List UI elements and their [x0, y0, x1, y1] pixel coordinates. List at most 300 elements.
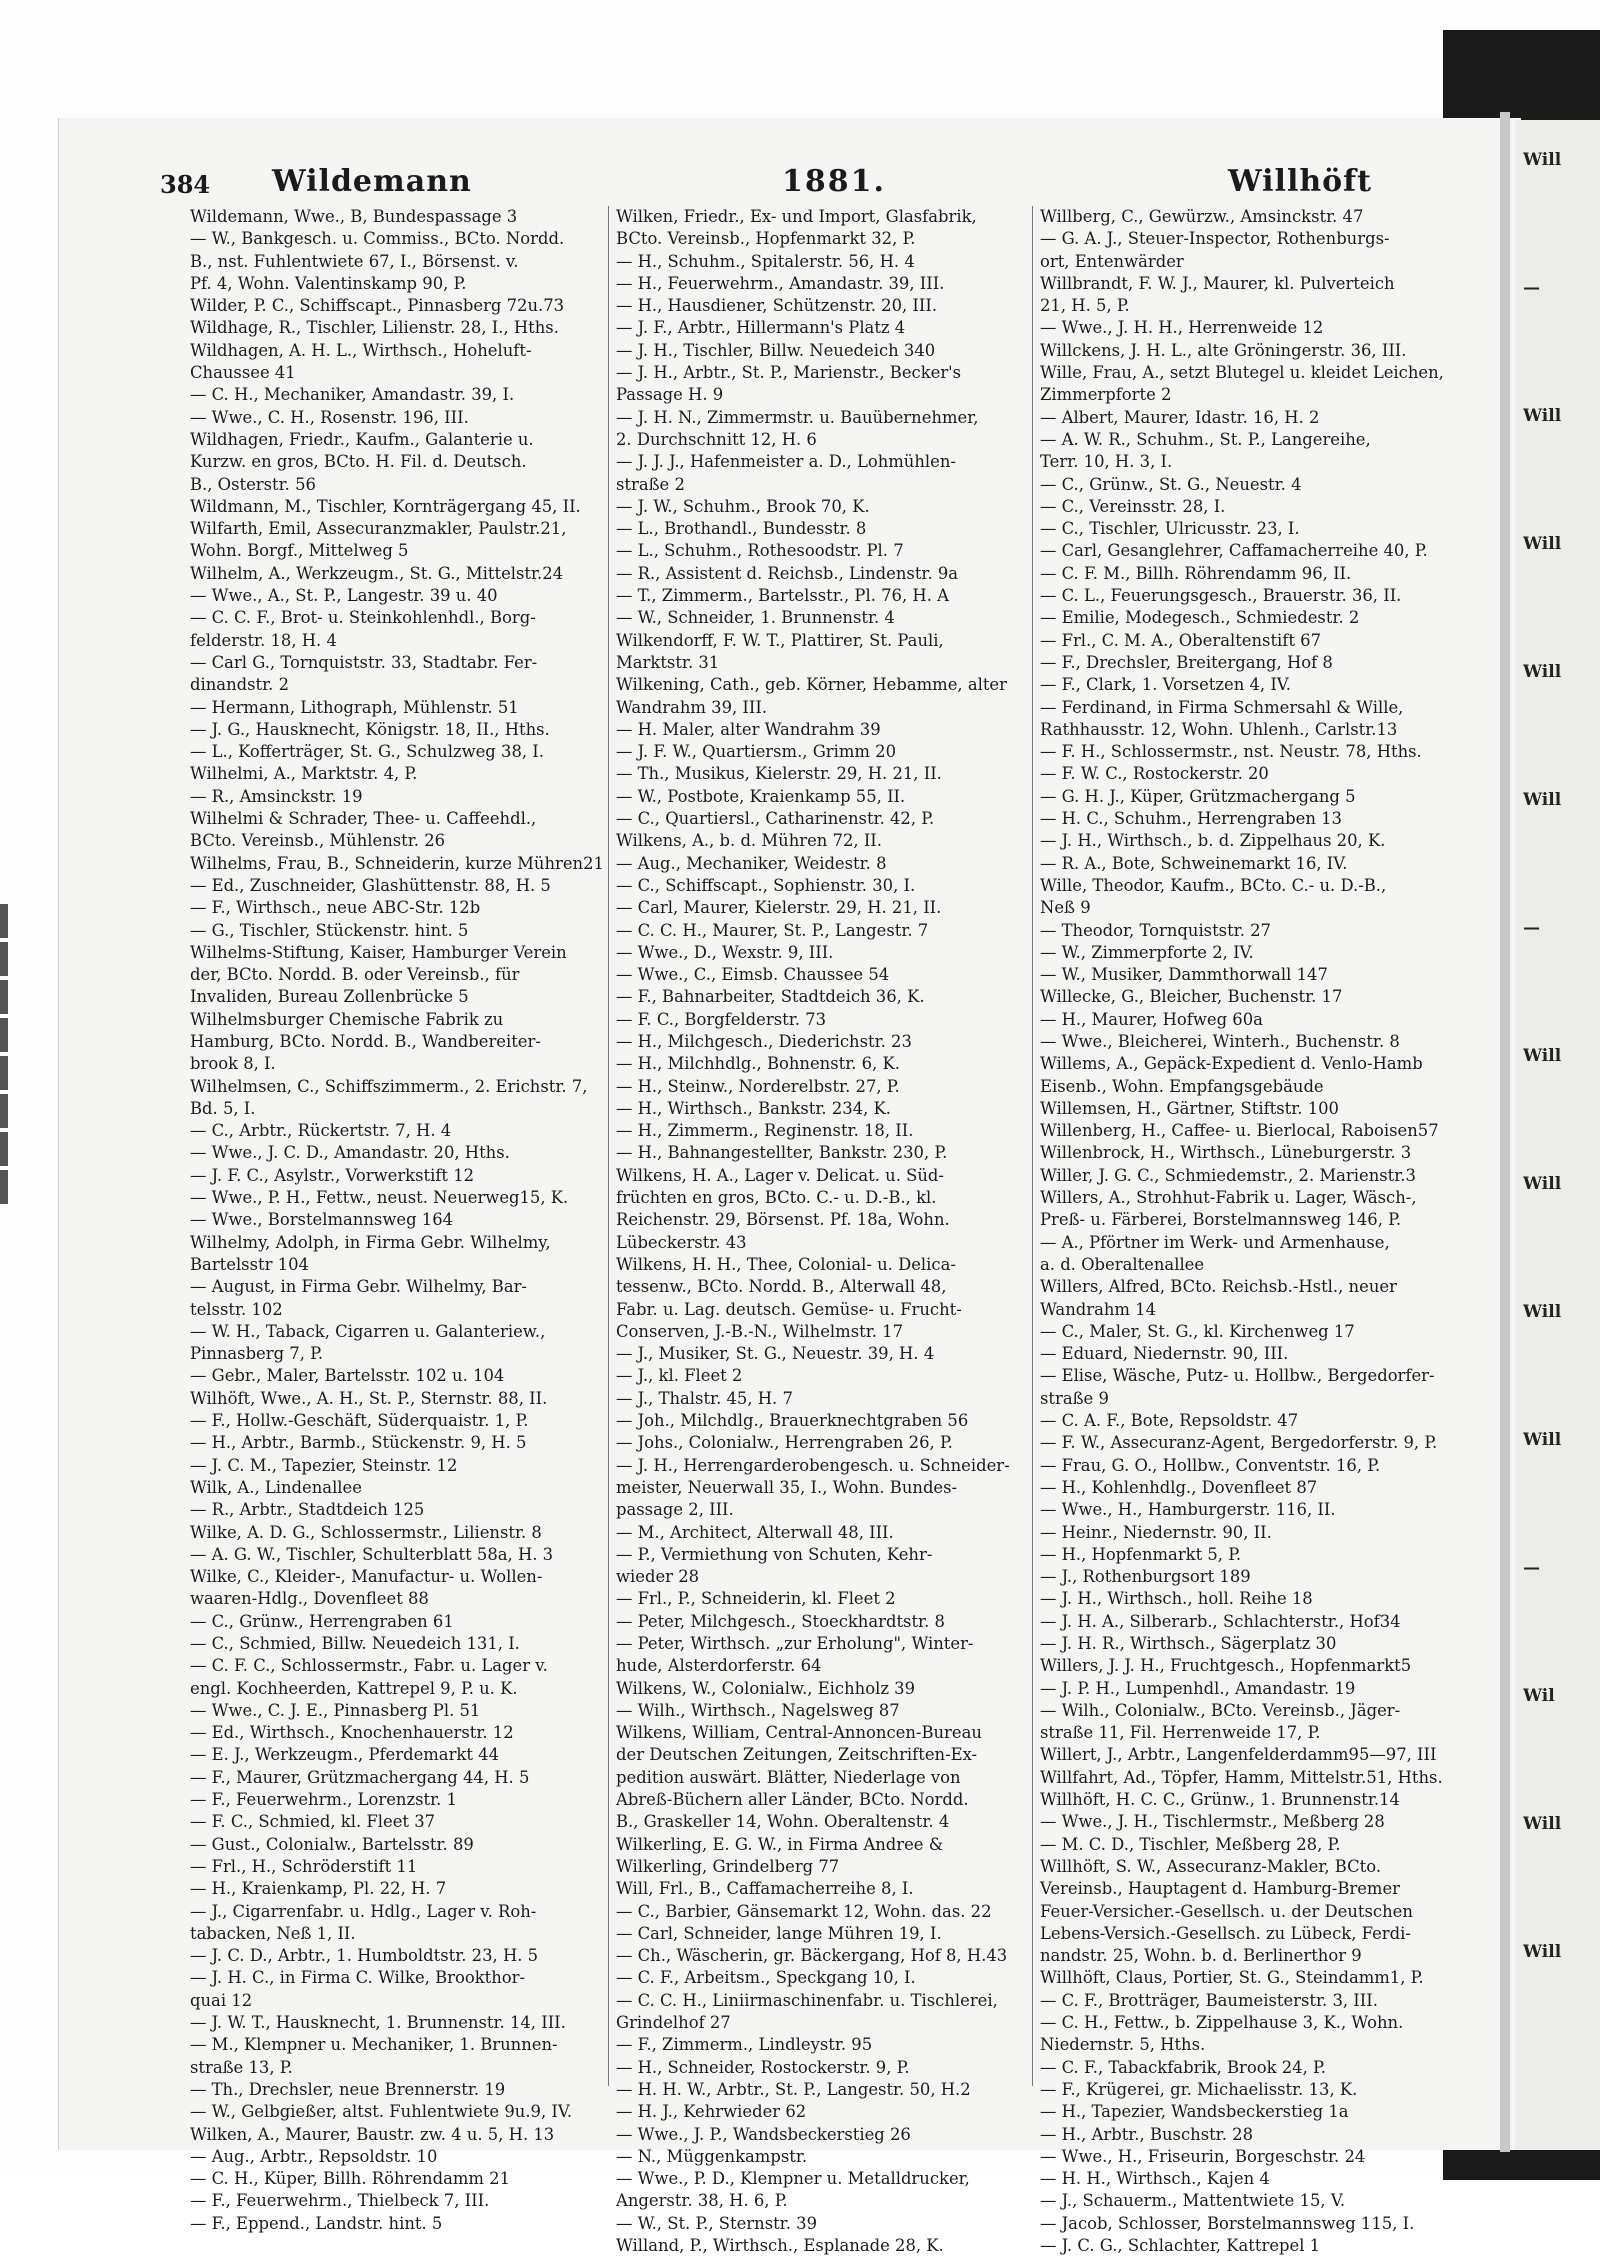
directory-entry-line: meister, Neuerwall 35, I., Wohn. Bundes-	[616, 1477, 958, 1497]
directory-entry-line: — M., Architect, Alterwall 48, III.	[616, 1522, 894, 1542]
directory-entry-line: — C. F., Tabackfabrik, Brook 24, P.	[1040, 2057, 1326, 2077]
directory-entry-line: — C. F. M., Billh. Röhrendamm 96, II.	[1040, 563, 1352, 583]
directory-entry-line: — Wwe., C. H., Rosenstr. 196, III.	[190, 407, 469, 427]
directory-entry-line: — Carl, Schneider, lange Mühren 19, I.	[616, 1923, 942, 1943]
directory-entry-line: — F., Feuerwehrm., Lorenzstr. 1	[190, 1790, 457, 1810]
directory-entry-line: Abreß-Büchern aller Länder, BCto. Nordd.	[616, 1790, 969, 1810]
directory-entry-line: Wilhelms, Frau, B., Schneiderin, kurze Mühren21	[190, 853, 604, 873]
page-number: 384	[160, 170, 211, 199]
left-gutter-marks	[0, 900, 18, 1900]
directory-entry-line: — F., Eppend., Landstr. hint. 5	[190, 2213, 443, 2233]
directory-entry-line: — C. C. F., Brot- u. Steinkohlenhdl., Borg-	[190, 608, 536, 628]
directory-entry-line: — H., Schneider, Rostockerstr. 9, P.	[616, 2057, 910, 2077]
directory-entry-line: — H., Feuerwehrm., Amandastr. 39, III.	[616, 273, 945, 293]
directory-entry-line: — Wwe., Bleicherei, Winterh., Buchenstr. 8	[1040, 1031, 1400, 1051]
directory-entry-line: — J., Thalstr. 45, H. 7	[616, 1388, 793, 1408]
directory-entry-line: Wilkens, William, Central-Annoncen-Bureau	[616, 1723, 982, 1743]
directory-column-2	[616, 206, 1021, 2256]
directory-entry-line: — Wwe., D., Wexstr. 9, III.	[616, 942, 834, 962]
directory-entry-line: — H. H. W., Arbtr., St. P., Langestr. 50, H.2	[616, 2079, 971, 2099]
directory-entry-line: — Johs., Colonialw., Herrengraben 26, P.	[616, 1433, 953, 1453]
adjacent-page-edge	[1515, 120, 1600, 2150]
directory-entry-line: Wildhagen, Friedr., Kaufm., Galanterie u.	[190, 429, 534, 449]
directory-entry-line: telsstr. 102	[190, 1299, 283, 1319]
directory-entry-line: — J. H. A., Silberarb., Schlachterstr., Hof34	[1040, 1611, 1401, 1631]
directory-entry-line: — J. J. J., Hafenmeister a. D., Lohmühlen-	[616, 452, 956, 472]
directory-entry-line: Wilken, Friedr., Ex- und Import, Glasfabrik,	[616, 207, 977, 226]
directory-entry-line: Willers, J. J. H., Fruchtgesch., Hopfenmarkt5	[1040, 1656, 1412, 1676]
directory-entry-line: Rathhausstr. 12, Wohn. Uhlenh., Carlstr.13	[1040, 719, 1398, 739]
directory-entry-line: Lübeckerstr. 43	[616, 1232, 747, 1252]
directory-entry-line: — Frl., H., Schröderstift 11	[190, 1856, 418, 1876]
directory-column-3	[1040, 206, 1445, 2256]
directory-entry-line: Marktstr. 31	[616, 652, 720, 672]
directory-entry-line: waaren-Hdlg., Dovenfleet 88	[190, 1589, 429, 1609]
directory-entry-line: — Th., Musikus, Kielerstr. 29, H. 21, II.	[616, 764, 942, 784]
directory-entry-line: Eisenb., Wohn. Empfangsgebäude	[1040, 1076, 1324, 1096]
directory-entry-line: — W. H., Taback, Cigarren u. Galanteriew.,	[190, 1321, 546, 1341]
directory-entry-line: — J., Cigarrenfabr. u. Hdlg., Lager v. Roh-	[190, 1901, 537, 1921]
directory-entry-line: — J. H. R., Wirthsch., Sägerplatz 30	[1040, 1634, 1337, 1653]
adjacent-page-fragment: Will	[1523, 1174, 1562, 1194]
directory-entry-line: felderstr. 18, H. 4	[190, 630, 337, 650]
directory-entry-line: Feuer-Versicher.-Gesellsch. u. der Deutschen	[1040, 1901, 1413, 1921]
directory-entry-line: — Wilh., Wirthsch., Nagelsweg 87	[616, 1700, 900, 1720]
directory-entry-line: — August, in Firma Gebr. Wilhelmy, Bar-	[190, 1277, 527, 1297]
directory-entry-line: — W., Musiker, Dammthorwall 147	[1040, 965, 1328, 985]
directory-entry-line: — Carl G., Tornquiststr. 33, Stadtabr. Fer-	[190, 652, 538, 672]
directory-entry-line: Chaussee 41	[190, 363, 296, 383]
directory-entry-line: — P., Vermiethung von Schuten, Kehr-	[616, 1544, 933, 1564]
directory-column-1	[190, 206, 604, 2233]
directory-entry-line: dinandstr. 2	[190, 675, 289, 695]
directory-entry-line: — R., Amsinckstr. 19	[190, 786, 363, 806]
directory-entry-line: Wilhelm, A., Werkzeugm., St. G., Mittelstr.24	[190, 563, 564, 583]
directory-entry-line: engl. Kochheerden, Kattrepel 9, P. u. K.	[190, 1678, 518, 1698]
adjacent-page-fragment: Will	[1523, 150, 1562, 170]
directory-entry-line: — H., Arbtr., Barmb., Stückenstr. 9, H. 5	[190, 1433, 527, 1453]
directory-entry-line: — J. H., Wirthsch., b. d. Zippelhaus 20, K.	[1040, 831, 1386, 851]
adjacent-page-fragment: Will	[1523, 406, 1562, 426]
directory-entry-line: tabacken, Neß 1, II.	[190, 1923, 356, 1943]
directory-entry-line: — Ferdinand, in Firma Schmersahl & Wille,	[1040, 697, 1404, 717]
directory-entry-line: Fabr. u. Lag. deutsch. Gemüse- u. Frucht-	[616, 1299, 962, 1319]
directory-entry-line: — C. F. C., Schlossermstr., Fabr. u. Lager v.	[190, 1656, 548, 1676]
directory-entry-line: Willers, A., Strohhut-Fabrik u. Lager, Wäsch-,	[1040, 1188, 1417, 1208]
directory-entry-line: — H., Tapezier, Wandsbeckerstieg 1a	[1040, 2102, 1349, 2122]
directory-entry-line: — F. C., Schmied, kl. Fleet 37	[190, 1812, 436, 1832]
directory-entry-line: — C. C. H., Maurer, St. P., Langestr. 7	[616, 920, 929, 940]
directory-entry-line: Wilke, A. D. G., Schlossermstr., Lilienstr. 8	[190, 1522, 542, 1542]
directory-entry-line: Wilhelmy, Adolph, in Firma Gebr. Wilhelmy,	[190, 1232, 551, 1252]
directory-entry-line: — F., Feuerwehrm., Thielbeck 7, III.	[190, 2191, 490, 2211]
directory-entry-line: — H., Milchhdlg., Bohnenstr. 6, K.	[616, 1054, 900, 1074]
directory-entry-line: — Gust., Colonialw., Bartelsstr. 89	[190, 1834, 474, 1854]
directory-entry-line: — H., Maurer, Hofweg 60a	[1040, 1009, 1263, 1029]
directory-entry-line: — L., Schuhm., Rothesoodstr. Pl. 7	[616, 541, 904, 561]
directory-entry-line: — Jacob, Schlosser, Borstelmannsweg 115, I.	[1040, 2213, 1415, 2233]
directory-entry-line: — Wwe., J. P., Wandsbeckerstieg 26	[616, 2124, 911, 2144]
directory-entry-line: Willfahrt, Ad., Töpfer, Hamm, Mittelstr.51, Hths.	[1040, 1767, 1443, 1787]
directory-entry-line: Willhöft, Claus, Portier, St. G., Steindamm1, P.	[1040, 1968, 1424, 1988]
directory-entry-line: — J. H., Herrengarderobengesch. u. Schneider-	[616, 1455, 1010, 1475]
right-catchword: Willhöft	[1228, 164, 1372, 199]
directory-entry-line: Wilkens, A., b. d. Mühren 72, II.	[616, 831, 882, 851]
directory-entry-line: — J. H. C., in Firma C. Wilke, Brookthor-	[190, 1968, 526, 1988]
directory-entry-line: Wilkens, H. A., Lager v. Delicat. u. Süd-	[616, 1165, 944, 1185]
directory-entry-line: der Deutschen Zeitungen, Zeitschriften-Ex-	[616, 1745, 978, 1765]
directory-entry-line: — Wilh., Colonialw., BCto. Vereinsb., Jäger-	[1040, 1700, 1401, 1720]
directory-entry-line: — G. H. J., Küper, Grützmachergang 5	[1040, 786, 1356, 806]
directory-entry-line: Willer, J. G. C., Schmiedemstr., 2. Marienstr.3	[1040, 1165, 1416, 1185]
directory-entry-line: Wilhöft, Wwe., A. H., St. P., Sternstr. 88, II.	[190, 1388, 548, 1408]
directory-entry-line: — C., Quartiersl., Catharinenstr. 42, P.	[616, 809, 935, 829]
directory-entry-line: — F., Maurer, Grützmachergang 44, H. 5	[190, 1767, 530, 1787]
directory-entry-line: straße 9	[1040, 1388, 1109, 1408]
directory-entry-line: — J. G., Hausknecht, Königstr. 18, II., Hths.	[190, 719, 550, 739]
directory-entry-line: — C., Grünw., Herrengraben 61	[190, 1611, 454, 1631]
directory-entry-line: Conserven, J.-B.-N., Wilhelmstr. 17	[616, 1321, 904, 1341]
directory-entry-line: — T., Zimmerm., Bartelsstr., Pl. 76, H. A	[616, 586, 949, 606]
directory-entry-line: — Emilie, Modegesch., Schmiedestr. 2	[1040, 608, 1360, 628]
directory-entry-line: — Elise, Wäsche, Putz- u. Hollbw., Bergedorfer-	[1040, 1366, 1435, 1386]
directory-entry-line: — F., Hollw.-Geschäft, Süderquaistr. 1, P.	[190, 1411, 529, 1431]
directory-entry-line: Terr. 10, H. 3, I.	[1040, 452, 1173, 472]
adjacent-page-fragment: —	[1523, 1558, 1540, 1578]
directory-entry-line: — Peter, Milchgesch., Stoeckhardtstr. 8	[616, 1611, 945, 1631]
directory-entry-line: — Carl, Gesanglehrer, Caffamacherreihe 40, P.	[1040, 541, 1428, 561]
directory-entry-line: Willhöft, S. W., Assecuranz-Makler, BCto.	[1040, 1856, 1382, 1876]
directory-entry-line: Willenbrock, H., Wirthsch., Lüneburgerstr. 3	[1040, 1143, 1412, 1163]
directory-entry-line: Wandrahm 39, III.	[616, 697, 768, 717]
directory-entry-line: — H. Maler, alter Wandrahm 39	[616, 719, 881, 739]
directory-entry-line: — C., Grünw., St. G., Neuestr. 4	[1040, 474, 1302, 494]
directory-entry-line: — Wwe., J. H., Tischlermstr., Meßberg 28	[1040, 1812, 1385, 1832]
directory-entry-line: — H., Kraienkamp, Pl. 22, H. 7	[190, 1879, 447, 1899]
directory-entry-line: — C. H., Mechaniker, Amandastr. 39, I.	[190, 385, 515, 405]
directory-entry-line: hude, Alsterdorferstr. 64	[616, 1656, 822, 1676]
directory-entry-line: — J. P. H., Lumpenhdl., Amandastr. 19	[1040, 1678, 1356, 1698]
directory-entry-line: Willemsen, H., Gärtner, Stiftstr. 100	[1040, 1098, 1339, 1118]
directory-entry-line: Grindelhof 27	[616, 2013, 731, 2033]
directory-entry-line: Willhöft, H. C. C., Grünw., 1. Brunnenstr.14	[1040, 1790, 1400, 1810]
directory-entry-line: — C., Tischler, Ulricusstr. 23, I.	[1040, 519, 1300, 539]
directory-entry-line: straße 2	[616, 474, 685, 494]
directory-entry-line: Willand, P., Wirthsch., Esplanade 28, K.	[616, 2236, 944, 2256]
directory-entry-line: — J., Musiker, St. G., Neuestr. 39, H. 4	[616, 1344, 935, 1364]
directory-entry-line: Wildemann, Wwe., B, Bundespassage 3	[190, 207, 518, 226]
column-divider	[608, 206, 609, 2086]
directory-entry-line: Invaliden, Bureau Zollenbrücke 5	[190, 987, 469, 1007]
directory-entry-line: — F., Zimmerm., Lindleystr. 95	[616, 2035, 873, 2055]
directory-entry-line: Vereinsb., Hauptagent d. Hamburg-Bremer	[1040, 1879, 1401, 1899]
directory-entry-line: — J. H., Arbtr., St. P., Marienstr., Becker's	[616, 363, 962, 383]
directory-entry-line: Bartelsstr 104	[190, 1254, 309, 1274]
directory-entry-line: B., Graskeller 14, Wohn. Oberaltenstr. 4	[616, 1812, 950, 1832]
directory-entry-line: BCto. Vereinsb., Mühlenstr. 26	[190, 831, 446, 851]
directory-entry-line: — H., Kohlenhdlg., Dovenfleet 87	[1040, 1477, 1318, 1497]
directory-entry-line: Will, Frl., B., Caffamacherreihe 8, I.	[616, 1879, 914, 1899]
directory-entry-line: — F. W., Assecuranz-Agent, Bergedorferstr. 9, P.	[1040, 1433, 1438, 1453]
directory-entry-line: Niedernstr. 5, Hths.	[1040, 2035, 1206, 2055]
directory-entry-line: Wilken, A., Maurer, Baustr. zw. 4 u. 5, H. 13	[190, 2124, 555, 2144]
directory-entry-line: — Aug., Mechaniker, Weidestr. 8	[616, 853, 887, 873]
directory-entry-line: der, BCto. Nordd. B. oder Vereinsb., für	[190, 965, 520, 985]
directory-entry-line: 21, H. 5, P.	[1040, 296, 1130, 316]
directory-entry-line: — C. A. F., Bote, Repsoldstr. 47	[1040, 1411, 1299, 1431]
directory-entry-line: Wohn. Borgf., Mittelweg 5	[190, 541, 409, 561]
directory-entry-line: — C. L., Feuerungsgesch., Brauerstr. 36, II.	[1040, 586, 1402, 606]
directory-entry-line: — Ed., Wirthsch., Knochenhauerstr. 12	[190, 1723, 514, 1743]
directory-entry-line: — C., Maler, St. G., kl. Kirchenweg 17	[1040, 1321, 1355, 1341]
page-header	[160, 164, 1372, 204]
directory-entry-line: Hamburg, BCto. Nordd. B., Wandbereiter-	[190, 1031, 541, 1051]
directory-entry-line: — Frl., C. M. A., Oberaltenstift 67	[1040, 630, 1322, 650]
directory-entry-line: Wilhelmi, A., Marktstr. 4, P.	[190, 764, 418, 784]
directory-entry-line: Wilkerling, E. G. W., in Firma Andree &	[616, 1834, 944, 1854]
directory-entry-line: — A. W. R., Schuhm., St. P., Langereihe,	[1040, 429, 1371, 449]
directory-entry-line: Wildhagen, A. H. L., Wirthsch., Hoheluft-	[190, 340, 532, 360]
directory-entry-line: — F. C., Borgfelderstr. 73	[616, 1009, 827, 1029]
directory-entry-line: Neß 9	[1040, 898, 1091, 918]
left-catchword: Wildemann	[272, 164, 472, 199]
directory-entry-line: Wilkens, W., Colonialw., Eichholz 39	[616, 1678, 916, 1698]
directory-entry-line: ort, Entenwärder	[1040, 251, 1184, 271]
directory-entry-line: Willberg, C., Gewürzw., Amsinckstr. 47	[1040, 207, 1364, 226]
directory-entry-line: — J. W. T., Hausknecht, 1. Brunnenstr. 14, III.	[190, 2013, 566, 2033]
directory-entry-line: Wilfarth, Emil, Assecuranzmakler, Paulstr.21,	[190, 519, 567, 539]
directory-entry-line: Kurzw. en gros, BCto. H. Fil. d. Deutsch.	[190, 452, 527, 472]
directory-entry-line: — C., Arbtr., Rückertstr. 7, H. 4	[190, 1121, 452, 1141]
directory-entry-line: — H., Arbtr., Buschstr. 28	[1040, 2124, 1253, 2144]
directory-entry-line: — J. C. D., Arbtr., 1. Humboldtstr. 23, H. 5	[190, 1946, 539, 1966]
directory-entry-line: Wilder, P. C., Schiffscapt., Pinnasberg 72u.73	[190, 296, 565, 316]
directory-entry-line: — J. W., Schuhm., Brook 70, K.	[616, 496, 870, 516]
directory-entry-line: Pinnasberg 7, P.	[190, 1344, 324, 1364]
directory-entry-line: — G. A. J., Steuer-Inspector, Rothenburgs-	[1040, 229, 1390, 249]
directory-entry-line: — C., Schmied, Billw. Neuedeich 131, I.	[190, 1634, 520, 1653]
directory-entry-line: — A. G. W., Tischler, Schulterblatt 58a, H. 3	[190, 1544, 554, 1564]
directory-entry-line: — F., Bahnarbeiter, Stadtdeich 36, K.	[616, 987, 925, 1007]
directory-entry-line: — Wwe., C. J. E., Pinnasberg Pl. 51	[190, 1700, 481, 1720]
directory-entry-line: — H., Hopfenmarkt 5, P.	[1040, 1544, 1242, 1564]
directory-entry-line: — Carl, Maurer, Kielerstr. 29, H. 21, II.	[616, 898, 942, 918]
directory-entry-line: Lebens-Versich.-Gesellsch. zu Lübeck, Ferdi-	[1040, 1923, 1411, 1943]
directory-entry-line: — H., Milchgesch., Diederichstr. 23	[616, 1031, 912, 1051]
adjacent-page-fragment: Will	[1523, 1942, 1562, 1962]
directory-entry-line: a. d. Oberaltenallee	[1040, 1254, 1205, 1274]
directory-entry-line: — C. F., Brotträger, Baumeisterstr. 3, III.	[1040, 1990, 1378, 2010]
directory-entry-line: Willers, Alfred, BCto. Reichsb.-Hstl., neuer	[1040, 1277, 1397, 1297]
directory-entry-line: — R. A., Bote, Schweinemarkt 16, IV.	[1040, 853, 1348, 873]
directory-entry-line: — Wwe., P. H., Fettw., neust. Neuerweg15, K.	[190, 1188, 569, 1208]
directory-entry-line: — H., Hausdiener, Schützenstr. 20, III.	[616, 296, 938, 316]
directory-entry-line: — J. C. M., Tapezier, Steinstr. 12	[190, 1455, 458, 1475]
directory-entry-line: Zimmerpforte 2	[1040, 385, 1172, 405]
directory-entry-line: — Wwe., P. D., Klempner u. Metalldrucker,	[616, 2169, 970, 2189]
directory-entry-line: — Wwe., H., Hamburgerstr. 116, II.	[1040, 1500, 1336, 1520]
directory-entry-line: Wilkens, H. H., Thee, Colonial- u. Delica-	[616, 1254, 956, 1274]
directory-entry-line: — M. C. D., Tischler, Meßberg 28, P.	[1040, 1834, 1341, 1854]
directory-entry-line: — C. H., Küper, Billh. Röhrendamm 21	[190, 2169, 511, 2189]
directory-entry-line: — J., Schauerm., Mattentwiete 15, V.	[1040, 2191, 1346, 2211]
directory-entry-line: Wildhage, R., Tischler, Lilienstr. 28, I., Hths.	[190, 318, 559, 338]
directory-entry-line: — F., Krügerei, gr. Michaelisstr. 13, K.	[1040, 2079, 1358, 2099]
directory-entry-line: passage 2, III.	[616, 1500, 734, 1520]
directory-entry-line: Wildmann, M., Tischler, Kornträgergang 45, II.	[190, 496, 581, 516]
directory-entry-line: Angerstr. 38, H. 6, P.	[616, 2191, 788, 2211]
directory-entry-line: — Aug., Arbtr., Repsoldstr. 10	[190, 2146, 438, 2166]
directory-entry-line: — H., Schuhm., Spitalerstr. 56, H. 4	[616, 251, 915, 271]
directory-entry-line: B., Osterstr. 56	[190, 474, 316, 494]
directory-entry-line: — Wwe., C., Eimsb. Chaussee 54	[616, 965, 890, 985]
directory-entry-line: Wille, Frau, A., setzt Blutegel u. kleidet Leichen,	[1040, 363, 1444, 383]
directory-entry-line: Willckens, J. H. L., alte Gröningerstr. 36, III.	[1040, 340, 1407, 360]
directory-entry-line: — M., Klempner u. Mechaniker, 1. Brunnen-	[190, 2035, 558, 2055]
directory-entry-line: — H., Bahnangestellter, Bankstr. 230, P.	[616, 1143, 948, 1163]
directory-entry-line: — L., Brothandl., Bundesstr. 8	[616, 519, 867, 539]
directory-entry-line: tessenw., BCto. Nordd. B., Alterwall 48,	[616, 1277, 947, 1297]
directory-entry-line: — F. H., Schlossermstr., nst. Neustr. 78, Hths.	[1040, 742, 1422, 762]
directory-entry-line: — A., Pförtner im Werk- und Armenhause,	[1040, 1232, 1390, 1252]
directory-entry-line: — H., Zimmerm., Reginenstr. 18, II.	[616, 1121, 914, 1141]
directory-entry-line: — H., Steinw., Norderelbstr. 27, P.	[616, 1076, 900, 1096]
directory-entry-line: — R., Assistent d. Reichsb., Lindenstr. 9a	[616, 563, 959, 583]
directory-entry-line: — Peter, Wirthsch. „zur Erholung", Winter-	[616, 1634, 974, 1653]
directory-entry-line: — W., Postbote, Kraienkamp 55, II.	[616, 786, 906, 806]
directory-entry-line: — C., Schiffscapt., Sophienstr. 30, I.	[616, 875, 916, 895]
directory-entry-line: — Wwe., Borstelmannsweg 164	[190, 1210, 454, 1230]
adjacent-page-fragment: Will	[1523, 790, 1562, 810]
directory-entry-line: — C. C. H., Liniirmaschinenfabr. u. Tischlerei,	[616, 1990, 998, 2010]
directory-entry-line: — F., Clark, 1. Vorsetzen 4, IV.	[1040, 675, 1291, 695]
directory-entry-line: — J. F. W., Quartiersm., Grimm 20	[616, 742, 897, 762]
directory-entry-line: Wilkendorff, F. W. T., Plattirer, St. Pauli,	[616, 630, 944, 650]
directory-entry-line: — J. H. N., Zimmermstr. u. Bauübernehmer,	[616, 407, 979, 427]
directory-entry-line: Willbrandt, F. W. J., Maurer, kl. Pulverteich	[1040, 273, 1395, 293]
directory-entry-line: — C. F., Arbeitsm., Speckgang 10, I.	[616, 1968, 916, 1988]
directory-entry-line: — Albert, Maurer, Idastr. 16, H. 2	[1040, 407, 1320, 427]
directory-entry-line: — Hermann, Lithograph, Mühlenstr. 51	[190, 697, 519, 717]
directory-entry-line: pedition auswärt. Blätter, Niederlage von	[616, 1767, 961, 1787]
directory-entry-line: Wille, Theodor, Kaufm., BCto. C.- u. D.-B.,	[1040, 875, 1387, 895]
directory-entry-line: — N., Müggenkampstr.	[616, 2146, 808, 2166]
adjacent-page-fragment: —	[1523, 278, 1540, 298]
directory-entry-line: straße 13, P.	[190, 2057, 293, 2077]
directory-entry-line: — H. H., Wirthsch., Kajen 4	[1040, 2169, 1270, 2189]
directory-entry-line: — R., Arbtr., Stadtdeich 125	[190, 1500, 425, 1520]
adjacent-page-fragment: Wil	[1523, 1686, 1555, 1706]
page-edge	[1500, 112, 1510, 2152]
directory-entry-line: Bd. 5, I.	[190, 1098, 256, 1118]
directory-entry-line: — J. F., Arbtr., Hillermann's Platz 4	[616, 318, 906, 338]
directory-entry-line: BCto. Vereinsb., Hopfenmarkt 32, P.	[616, 229, 916, 249]
directory-entry-line: — Gebr., Maler, Bartelsstr. 102 u. 104	[190, 1366, 505, 1386]
adjacent-page-fragment: Will	[1523, 662, 1562, 682]
directory-entry-line: — F. W. C., Rostockerstr. 20	[1040, 764, 1269, 784]
directory-entry-line: straße 11, Fil. Herrenweide 17, P.	[1040, 1723, 1321, 1743]
directory-entry-line: — F., Wirthsch., neue ABC-Str. 12b	[190, 898, 481, 918]
directory-entry-line: — Frau, G. O., Hollbw., Conventstr. 16, P.	[1040, 1455, 1381, 1475]
adjacent-page-fragment: Will	[1523, 1430, 1562, 1450]
directory-entry-line: — Ch., Wäscherin, gr. Bäckergang, Hof 8, H.43	[616, 1946, 1008, 1966]
directory-entry-line: Willecke, G., Bleicher, Buchenstr. 17	[1040, 987, 1343, 1007]
directory-entry-line: — Ed., Zuschneider, Glashüttenstr. 88, H. 5	[190, 875, 551, 895]
directory-entry-line: — H., Wirthsch., Bankstr. 234, K.	[616, 1098, 891, 1118]
directory-entry-line: — W., Zimmerpforte 2, IV.	[1040, 942, 1254, 962]
directory-entry-line: 2. Durchschnitt 12, H. 6	[616, 429, 817, 449]
directory-entry-line: — Wwe., A., St. P., Langestr. 39 u. 40	[190, 586, 498, 606]
directory-entry-line: — W., Schneider, 1. Brunnenstr. 4	[616, 608, 895, 628]
directory-entry-line: B., nst. Fuhlentwiete 67, I., Börsenst. v.	[190, 251, 519, 271]
directory-entry-line: — C., Barbier, Gänsemarkt 12, Wohn. das. 22	[616, 1901, 992, 1921]
adjacent-page-fragment: Will	[1523, 1046, 1562, 1066]
directory-entry-line: Wilhelmi & Schrader, Thee- u. Caffeehdl.,	[190, 809, 537, 829]
directory-entry-line: Pf. 4, Wohn. Valentinskamp 90, P.	[190, 273, 467, 293]
column-divider	[1032, 206, 1033, 2086]
directory-entry-line: — Th., Drechsler, neue Brennerstr. 19	[190, 2079, 506, 2099]
header-year: 1881.	[782, 164, 886, 199]
directory-entry-line: — Joh., Milchdlg., Brauerknechtgraben 56	[616, 1411, 969, 1431]
directory-entry-line: nandstr. 25, Wohn. b. d. Berlinerthor 9	[1040, 1946, 1362, 1966]
directory-entry-line: — Frl., P., Schneiderin, kl. Fleet 2	[616, 1589, 896, 1609]
directory-entry-line: — G., Tischler, Stückenstr. hint. 5	[190, 920, 469, 940]
directory-entry-line: — W., Bankgesch. u. Commiss., BCto. Nordd.	[190, 229, 565, 249]
directory-entry-line: Willems, A., Gepäck-Expedient d. Venlo-Hamb	[1040, 1054, 1423, 1074]
directory-entry-line: — C., Vereinsstr. 28, I.	[1040, 496, 1226, 516]
directory-entry-line: — Wwe., J. C. D., Amandastr. 20, Hths.	[190, 1143, 510, 1163]
directory-entry-line: — J., kl. Fleet 2	[616, 1366, 743, 1386]
directory-entry-line: — F., Drechsler, Breitergang, Hof 8	[1040, 652, 1333, 672]
directory-entry-line: wieder 28	[616, 1567, 700, 1587]
directory-entry-line: — W., Gelbgießer, altst. Fuhlentwiete 9u.9, IV.	[190, 2102, 573, 2122]
directory-entry-line: quai 12	[190, 1990, 253, 2010]
directory-entry-line: — J. H., Tischler, Billw. Neuedeich 340	[616, 340, 936, 360]
directory-entry-line: Willert, J., Arbtr., Langenfelderdamm95—97, III	[1040, 1745, 1437, 1765]
directory-entry-line: brook 8, I.	[190, 1054, 276, 1074]
adjacent-page-fragment: Will	[1523, 1814, 1562, 1834]
adjacent-page-fragment: Will	[1523, 1302, 1562, 1322]
directory-entry-line: — J. F. C., Asylstr., Vorwerkstift 12	[190, 1165, 475, 1185]
directory-entry-line: — Wwe., J. H. H., Herrenweide 12	[1040, 318, 1324, 338]
adjacent-page-fragment: Will	[1523, 534, 1562, 554]
directory-entry-line: Reichenstr. 29, Börsenst. Pf. 18a, Wohn.	[616, 1210, 950, 1230]
directory-entry-line: — W., St. P., Sternstr. 39	[616, 2213, 817, 2233]
directory-entry-line: — C. H., Fettw., b. Zippelhause 3, K., Wohn.	[1040, 2013, 1404, 2033]
directory-entry-line: — J. C. G., Schlachter, Kattrepel 1	[1040, 2236, 1321, 2256]
directory-entry-line: Wilhelmsen, C., Schiffszimmerm., 2. Erichstr. 7,	[190, 1076, 588, 1096]
directory-entry-line: — L., Kofferträger, St. G., Schulzweg 38, I.	[190, 742, 544, 762]
directory-entry-line: Wilhelmsburger Chemische Fabrik zu	[190, 1009, 504, 1029]
directory-entry-line: — Wwe., H., Friseurin, Borgeschstr. 24	[1040, 2146, 1366, 2166]
directory-entry-line: Wilke, C., Kleider-, Manufactur- u. Wollen-	[190, 1567, 543, 1587]
directory-entry-line: Wilkerling, Grindelberg 77	[616, 1856, 840, 1876]
directory-entry-line: Wandrahm 14	[1040, 1299, 1157, 1319]
directory-entry-line: — J., Rothenburgsort 189	[1040, 1567, 1251, 1587]
directory-entry-line: Willenberg, H., Caffee- u. Bierlocal, Raboisen57	[1040, 1121, 1439, 1141]
directory-entry-line: — H. C., Schuhm., Herrengraben 13	[1040, 809, 1342, 829]
directory-entry-line: — Theodor, Tornquiststr. 27	[1040, 920, 1271, 940]
directory-entry-line: — Heinr., Niedernstr. 90, II.	[1040, 1522, 1272, 1542]
directory-entry-line: Preß- u. Färberei, Borstelmannsweg 146, P.	[1040, 1210, 1402, 1230]
directory-entry-line: Wilkening, Cath., geb. Körner, Hebamme, alter	[616, 675, 1007, 695]
directory-entry-line: früchten en gros, BCto. C.- u. D.-B., kl.	[616, 1188, 937, 1208]
adjacent-page-fragment: —	[1523, 918, 1540, 938]
directory-entry-line: — J. H., Wirthsch., holl. Reihe 18	[1040, 1589, 1313, 1609]
directory-entry-line: Wilk, A., Lindenallee	[190, 1477, 362, 1497]
directory-entry-line: — H. J., Kehrwieder 62	[616, 2102, 807, 2122]
directory-entry-line: Passage H. 9	[616, 385, 724, 405]
